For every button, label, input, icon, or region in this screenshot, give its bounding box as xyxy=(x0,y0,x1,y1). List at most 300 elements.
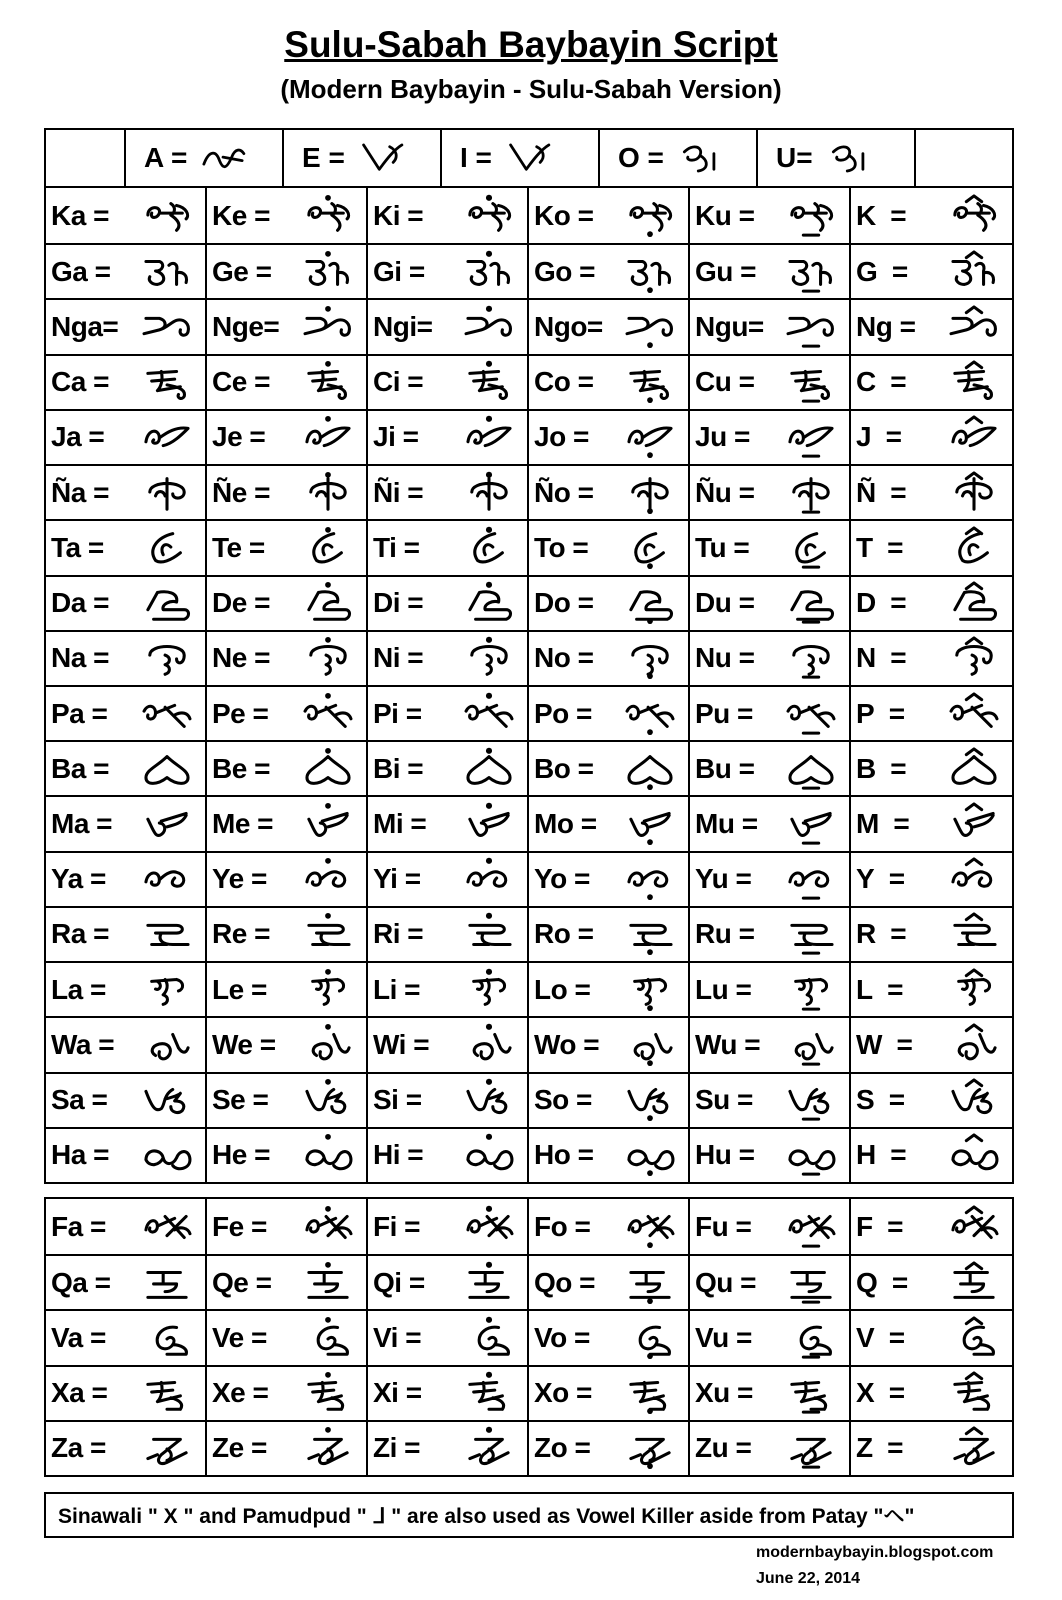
syllable-label: Me = xyxy=(212,808,274,840)
syllable-label: Ne = xyxy=(212,642,270,674)
vowel-glyph xyxy=(351,138,411,178)
baybayin-glyph xyxy=(459,1205,519,1249)
syllable-cell xyxy=(851,1018,1012,1071)
syllable-row xyxy=(46,1016,1012,1071)
syllable-row xyxy=(46,961,1012,1016)
syllable-label: Xu = xyxy=(695,1377,753,1409)
baybayin-glyph xyxy=(620,912,680,956)
baybayin-glyph xyxy=(620,581,680,625)
baybayin-glyph xyxy=(137,1261,197,1305)
syllable-cell xyxy=(690,687,851,740)
syllable-label: Po = xyxy=(534,697,592,729)
syllable-label: Mi = xyxy=(373,808,427,840)
syllable-cell xyxy=(529,1311,690,1364)
vowel-label: O = xyxy=(618,142,664,173)
syllable-label: Ña = xyxy=(51,476,109,508)
baybayin-glyph xyxy=(944,581,1004,625)
syllable-cell xyxy=(690,963,851,1016)
baybayin-glyph xyxy=(620,747,680,791)
baybayin-glyph xyxy=(459,692,519,736)
syllable-cell xyxy=(207,742,368,795)
baybayin-glyph xyxy=(781,471,841,515)
syllable-label: Fi = xyxy=(373,1210,421,1242)
syllable-cell xyxy=(207,577,368,630)
syllable-row xyxy=(46,851,1012,906)
syllable-cell xyxy=(207,797,368,850)
baybayin-glyph xyxy=(944,1205,1004,1249)
syllable-cell xyxy=(851,632,1012,685)
baybayin-glyph xyxy=(137,471,197,515)
baybayin-glyph xyxy=(944,1426,1004,1470)
syllable-row xyxy=(46,1254,1012,1309)
baybayin-glyph xyxy=(298,194,358,238)
syllable-cell xyxy=(851,797,1012,850)
syllable-cell xyxy=(690,1199,851,1254)
baybayin-glyph xyxy=(620,1316,680,1360)
syllable-label: Ya = xyxy=(51,863,106,895)
syllable-label: Ke = xyxy=(212,199,270,231)
syllable-label: Vu = xyxy=(695,1321,752,1353)
baybayin-glyph xyxy=(137,747,197,791)
syllable-label: Ca = xyxy=(51,366,109,398)
syllable-label: L = xyxy=(856,973,904,1005)
syllable-cell xyxy=(207,1074,368,1127)
syllable-cell xyxy=(46,1422,207,1475)
baybayin-glyph xyxy=(944,802,1004,846)
syllable-cell xyxy=(529,908,690,961)
vowel-cell xyxy=(284,130,442,186)
baybayin-glyph xyxy=(459,471,519,515)
syllable-label: N = xyxy=(856,642,907,674)
syllable-cell xyxy=(368,632,529,685)
syllable-cell xyxy=(529,1256,690,1309)
syllable-cell xyxy=(690,742,851,795)
syllable-cell xyxy=(368,963,529,1016)
vowel-label: E = xyxy=(302,142,345,173)
syllable-label: Yo = xyxy=(534,863,590,895)
page-subtitle: (Modern Baybayin - Sulu-Sabah Version) xyxy=(280,74,782,104)
syllable-label: Ru = xyxy=(695,918,755,950)
syllable-cell xyxy=(851,1311,1012,1364)
baybayin-glyph xyxy=(459,636,519,680)
syllable-row xyxy=(46,298,1012,353)
syllable-label: Vi = xyxy=(373,1321,422,1353)
syllable-label: W = xyxy=(856,1028,913,1060)
baybayin-glyph xyxy=(620,802,680,846)
baybayin-glyph xyxy=(459,1133,519,1177)
baybayin-glyph xyxy=(620,471,680,515)
syllable-label: Ñe = xyxy=(212,476,270,508)
baybayin-glyph xyxy=(781,1205,841,1249)
syllable-row xyxy=(46,1420,1012,1475)
baybayin-glyph xyxy=(944,1316,1004,1360)
syllable-label: Jo = xyxy=(534,421,589,453)
baybayin-glyph xyxy=(298,747,358,791)
syllable-label: Fo = xyxy=(534,1210,591,1242)
baybayin-glyph xyxy=(459,360,519,404)
syllable-cell xyxy=(46,797,207,850)
syllable-label: Ma = xyxy=(51,808,113,840)
syllable-cell xyxy=(46,300,207,353)
syllable-label: Zu = xyxy=(695,1432,752,1464)
baybayin-glyph xyxy=(137,1133,197,1177)
syllable-cell xyxy=(851,466,1012,519)
syllable-cell xyxy=(368,521,529,574)
baybayin-glyph xyxy=(137,1023,197,1067)
baybayin-glyph xyxy=(137,636,197,680)
syllable-label: Ba = xyxy=(51,752,109,784)
syllable-cell xyxy=(368,577,529,630)
baybayin-glyph xyxy=(137,1426,197,1470)
syllable-row xyxy=(46,519,1012,574)
syllable-cell xyxy=(690,908,851,961)
baybayin-glyph xyxy=(944,471,1004,515)
baybayin-glyph xyxy=(781,692,841,736)
syllable-label: X = xyxy=(856,1377,905,1409)
syllable-label: Y = xyxy=(856,863,905,895)
baybayin-glyph xyxy=(137,1078,197,1122)
syllable-row xyxy=(46,409,1012,464)
syllable-label: Pe = xyxy=(212,697,269,729)
syllable-label: G = xyxy=(856,255,908,287)
syllable-row xyxy=(46,1309,1012,1364)
syllable-cell xyxy=(851,1256,1012,1309)
baybayin-glyph xyxy=(459,912,519,956)
syllable-row xyxy=(46,354,1012,409)
syllable-cell xyxy=(529,1199,690,1254)
syllable-cell xyxy=(207,1367,368,1420)
syllable-cell xyxy=(690,356,851,409)
consonant-table xyxy=(44,186,1014,1184)
syllable-label: Ci = xyxy=(373,366,424,398)
syllable-label: La = xyxy=(51,973,106,1005)
vowel-cell xyxy=(758,130,916,186)
baybayin-glyph xyxy=(781,1316,841,1360)
syllable-cell xyxy=(207,466,368,519)
syllable-cell xyxy=(207,632,368,685)
baybayin-glyph xyxy=(781,360,841,404)
syllable-cell xyxy=(368,1422,529,1475)
syllable-cell xyxy=(46,411,207,464)
syllable-cell xyxy=(851,188,1012,243)
baybayin-glyph xyxy=(459,747,519,791)
syllable-label: Ño = xyxy=(534,476,594,508)
baybayin-glyph xyxy=(944,194,1004,238)
syllable-label: Ga = xyxy=(51,255,111,287)
syllable-label: Xo = xyxy=(534,1377,592,1409)
syllable-row xyxy=(46,1365,1012,1420)
baybayin-glyph xyxy=(944,1261,1004,1305)
syllable-cell xyxy=(851,963,1012,1016)
baybayin-glyph xyxy=(137,305,197,349)
baybayin-glyph xyxy=(298,526,358,570)
syllable-cell xyxy=(46,1129,207,1182)
syllable-cell xyxy=(207,853,368,906)
syllable-label: Qu = xyxy=(695,1266,757,1298)
syllable-cell xyxy=(368,356,529,409)
syllable-cell xyxy=(368,1074,529,1127)
syllable-label: Ko = xyxy=(534,199,594,231)
syllable-label: K = xyxy=(856,199,907,231)
syllable-label: Ngu= xyxy=(695,311,764,343)
baybayin-glyph xyxy=(781,802,841,846)
baybayin-glyph xyxy=(459,1261,519,1305)
syllable-label: Fe = xyxy=(212,1210,267,1242)
syllable-cell xyxy=(529,687,690,740)
baybayin-glyph xyxy=(137,1205,197,1249)
baybayin-glyph xyxy=(137,194,197,238)
baybayin-glyph xyxy=(781,415,841,459)
baybayin-glyph xyxy=(459,415,519,459)
syllable-label: We = xyxy=(212,1028,276,1060)
baybayin-glyph xyxy=(944,1371,1004,1415)
syllable-label: Wo = xyxy=(534,1028,600,1060)
syllable-label: Le = xyxy=(212,973,267,1005)
vowel-label: I = xyxy=(460,142,492,173)
syllable-label: Lo = xyxy=(534,973,591,1005)
syllable-cell xyxy=(529,245,690,298)
syllable-cell xyxy=(207,1018,368,1071)
syllable-label: Bi = xyxy=(373,752,424,784)
syllable-label: T = xyxy=(856,531,904,563)
syllable-cell xyxy=(368,1018,529,1071)
baybayin-glyph xyxy=(620,360,680,404)
syllable-label: Ka = xyxy=(51,199,109,231)
syllable-label: Ngi= xyxy=(373,311,433,343)
baybayin-glyph xyxy=(944,747,1004,791)
syllable-row xyxy=(46,685,1012,740)
syllable-label: Te = xyxy=(212,531,265,563)
baybayin-glyph xyxy=(137,1316,197,1360)
baybayin-glyph xyxy=(298,471,358,515)
syllable-cell xyxy=(46,521,207,574)
baybayin-glyph xyxy=(137,912,197,956)
baybayin-glyph xyxy=(781,1078,841,1122)
syllable-cell xyxy=(207,300,368,353)
baybayin-glyph xyxy=(781,1371,841,1415)
syllable-cell xyxy=(851,356,1012,409)
syllable-cell xyxy=(529,1018,690,1071)
foreign-consonant-table xyxy=(44,1197,1014,1477)
syllable-label: Ku = xyxy=(695,199,755,231)
syllable-row xyxy=(46,795,1012,850)
syllable-label: Ju = xyxy=(695,421,750,453)
syllable-cell xyxy=(46,356,207,409)
syllable-cell xyxy=(207,1422,368,1475)
baybayin-glyph xyxy=(620,857,680,901)
baybayin-glyph xyxy=(620,1133,680,1177)
syllable-cell xyxy=(851,411,1012,464)
syllable-label: Na = xyxy=(51,642,109,674)
syllable-cell xyxy=(46,632,207,685)
syllable-label: Ji = xyxy=(373,421,419,453)
vowel-glyph xyxy=(819,138,879,178)
baybayin-glyph xyxy=(298,415,358,459)
syllable-label: Go = xyxy=(534,255,596,287)
baybayin-glyph xyxy=(298,1426,358,1470)
syllable-label: Ja = xyxy=(51,421,105,453)
syllable-label: Ha = xyxy=(51,1139,109,1171)
syllable-label: Gi = xyxy=(373,255,425,287)
baybayin-glyph xyxy=(459,1426,519,1470)
baybayin-glyph xyxy=(298,1371,358,1415)
syllable-cell xyxy=(368,245,529,298)
syllable-label: Ve = xyxy=(212,1321,267,1353)
syllable-cell xyxy=(207,687,368,740)
syllable-cell xyxy=(207,963,368,1016)
syllable-cell xyxy=(207,908,368,961)
baybayin-glyph xyxy=(298,581,358,625)
syllable-label: Ro = xyxy=(534,918,594,950)
syllable-label: Ni = xyxy=(373,642,424,674)
baybayin-glyph xyxy=(781,1133,841,1177)
syllable-cell xyxy=(529,1367,690,1420)
syllable-label: Ho = xyxy=(534,1139,594,1171)
syllable-cell xyxy=(368,797,529,850)
syllable-cell xyxy=(690,1367,851,1420)
syllable-label: Ze = xyxy=(212,1432,267,1464)
syllable-label: Yu = xyxy=(695,863,752,895)
syllable-label: Do = xyxy=(534,587,594,619)
baybayin-glyph xyxy=(781,857,841,901)
syllable-label: Di = xyxy=(373,587,424,619)
baybayin-glyph xyxy=(298,636,358,680)
syllable-label: Ri = xyxy=(373,918,424,950)
syllable-cell xyxy=(851,908,1012,961)
syllable-cell xyxy=(368,300,529,353)
baybayin-glyph xyxy=(781,912,841,956)
syllable-cell xyxy=(690,300,851,353)
syllable-label: Ra = xyxy=(51,918,109,950)
baybayin-glyph xyxy=(944,1023,1004,1067)
syllable-label: Lu = xyxy=(695,973,752,1005)
syllable-label: Nga= xyxy=(51,311,119,343)
syllable-cell xyxy=(368,853,529,906)
syllable-label: B = xyxy=(856,752,907,784)
syllable-cell xyxy=(529,188,690,243)
syllable-label: Fa = xyxy=(51,1210,106,1242)
baybayin-glyph xyxy=(944,305,1004,349)
baybayin-glyph xyxy=(944,526,1004,570)
syllable-cell xyxy=(368,188,529,243)
syllable-cell xyxy=(207,1256,368,1309)
vowel-table xyxy=(44,128,1014,194)
syllable-cell xyxy=(529,963,690,1016)
baybayin-glyph xyxy=(298,912,358,956)
baybayin-glyph xyxy=(459,802,519,846)
syllable-label: So = xyxy=(534,1084,592,1116)
syllable-label: Ngo= xyxy=(534,311,603,343)
baybayin-glyph xyxy=(298,692,358,736)
syllable-label: Yi = xyxy=(373,863,421,895)
syllable-cell xyxy=(690,1311,851,1364)
syllable-label: Nu = xyxy=(695,642,755,674)
syllable-cell xyxy=(690,1256,851,1309)
syllable-cell xyxy=(368,908,529,961)
date-label: June 22, 2014 xyxy=(756,1570,861,1587)
baybayin-glyph xyxy=(298,1261,358,1305)
vowel-cell xyxy=(126,130,284,186)
syllable-row xyxy=(46,906,1012,961)
vowel-killer-note: Sinawali " X " and Pamudpud " ᒧ " are also used as Vowel Killer aside from Patay "ヘ" xyxy=(44,1492,1014,1538)
syllable-label: Z = xyxy=(856,1432,904,1464)
baybayin-glyph xyxy=(298,250,358,294)
baybayin-glyph xyxy=(298,1133,358,1177)
syllable-cell xyxy=(851,1074,1012,1127)
syllable-label: Si = xyxy=(373,1084,422,1116)
syllable-cell xyxy=(851,577,1012,630)
baybayin-glyph xyxy=(620,1261,680,1305)
syllable-cell xyxy=(529,742,690,795)
syllable-label: Tu = xyxy=(695,531,750,563)
baybayin-glyph xyxy=(298,1023,358,1067)
syllable-label: Ñu = xyxy=(695,476,755,508)
syllable-cell xyxy=(529,1129,690,1182)
baybayin-glyph xyxy=(459,968,519,1012)
baybayin-glyph xyxy=(781,747,841,791)
syllable-label: Ng = xyxy=(856,311,916,343)
baybayin-glyph xyxy=(298,857,358,901)
syllable-label: No = xyxy=(534,642,594,674)
syllable-label: Da = xyxy=(51,587,109,619)
baybayin-glyph xyxy=(944,250,1004,294)
baybayin-glyph xyxy=(298,360,358,404)
baybayin-glyph xyxy=(620,305,680,349)
syllable-label: Ta = xyxy=(51,531,104,563)
baybayin-glyph xyxy=(944,1078,1004,1122)
baybayin-glyph xyxy=(137,857,197,901)
baybayin-glyph xyxy=(781,1023,841,1067)
page-title: Sulu-Sabah Baybayin Script xyxy=(284,24,778,65)
baybayin-glyph xyxy=(620,1426,680,1470)
baybayin-glyph xyxy=(781,968,841,1012)
syllable-label: Vo = xyxy=(534,1321,590,1353)
syllable-label: Co = xyxy=(534,366,594,398)
syllable-label: Du = xyxy=(695,587,755,619)
syllable-cell xyxy=(368,1256,529,1309)
syllable-cell xyxy=(529,853,690,906)
syllable-cell xyxy=(690,1018,851,1071)
baybayin-glyph xyxy=(137,360,197,404)
syllable-cell xyxy=(368,411,529,464)
syllable-cell xyxy=(368,1199,529,1254)
syllable-label: Xa = xyxy=(51,1377,108,1409)
syllable-cell xyxy=(46,1199,207,1254)
syllable-cell xyxy=(851,300,1012,353)
baybayin-glyph xyxy=(137,526,197,570)
baybayin-glyph xyxy=(781,194,841,238)
baybayin-glyph xyxy=(944,636,1004,680)
syllable-row xyxy=(46,464,1012,519)
syllable-label: F = xyxy=(856,1210,904,1242)
syllable-label: Qa = xyxy=(51,1266,111,1298)
baybayin-glyph xyxy=(459,857,519,901)
vowel-header-blank xyxy=(46,130,126,186)
baybayin-glyph xyxy=(459,305,519,349)
baybayin-glyph xyxy=(137,802,197,846)
syllable-cell xyxy=(46,742,207,795)
syllable-label: Qe = xyxy=(212,1266,272,1298)
syllable-cell xyxy=(207,245,368,298)
baybayin-glyph xyxy=(459,1371,519,1415)
syllable-cell xyxy=(207,1199,368,1254)
syllable-cell xyxy=(46,687,207,740)
syllable-label: Ki = xyxy=(373,199,424,231)
syllable-label: Je = xyxy=(212,421,266,453)
vowel-label: A = xyxy=(144,142,188,173)
baybayin-glyph xyxy=(137,1371,197,1415)
vowel-glyph xyxy=(193,138,253,178)
